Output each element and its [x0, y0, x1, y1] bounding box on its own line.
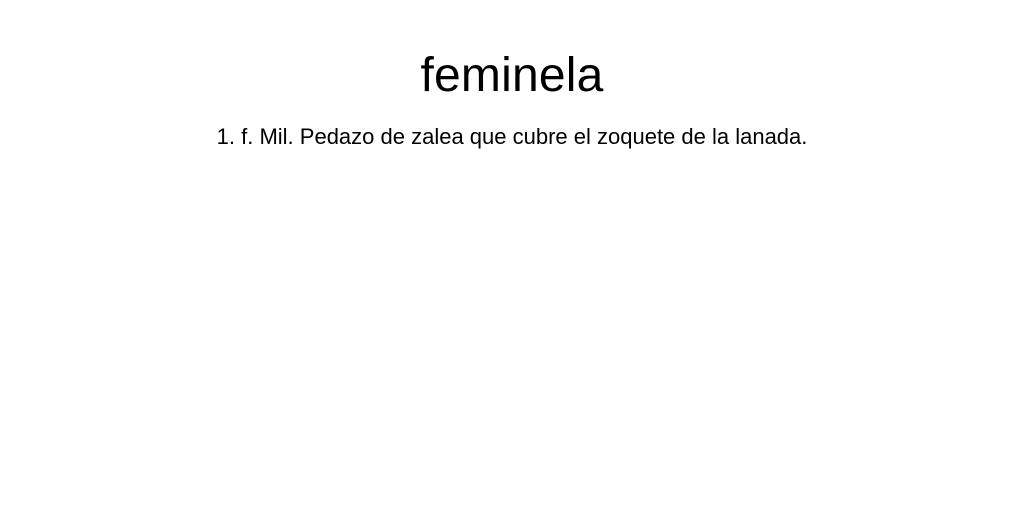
entry-headword: feminela [420, 49, 604, 102]
grammatical-category: f. [241, 124, 254, 149]
definition-list [0, 103, 1024, 150]
definition-item [0, 124, 1024, 150]
usage-domain: Mil. [259, 124, 294, 149]
definition-number: 1. [216, 124, 235, 149]
definition-text: Pedazo de zalea que cubre el zoquete de la lanada. [299, 124, 808, 149]
dictionary-entry [0, 0, 1024, 150]
